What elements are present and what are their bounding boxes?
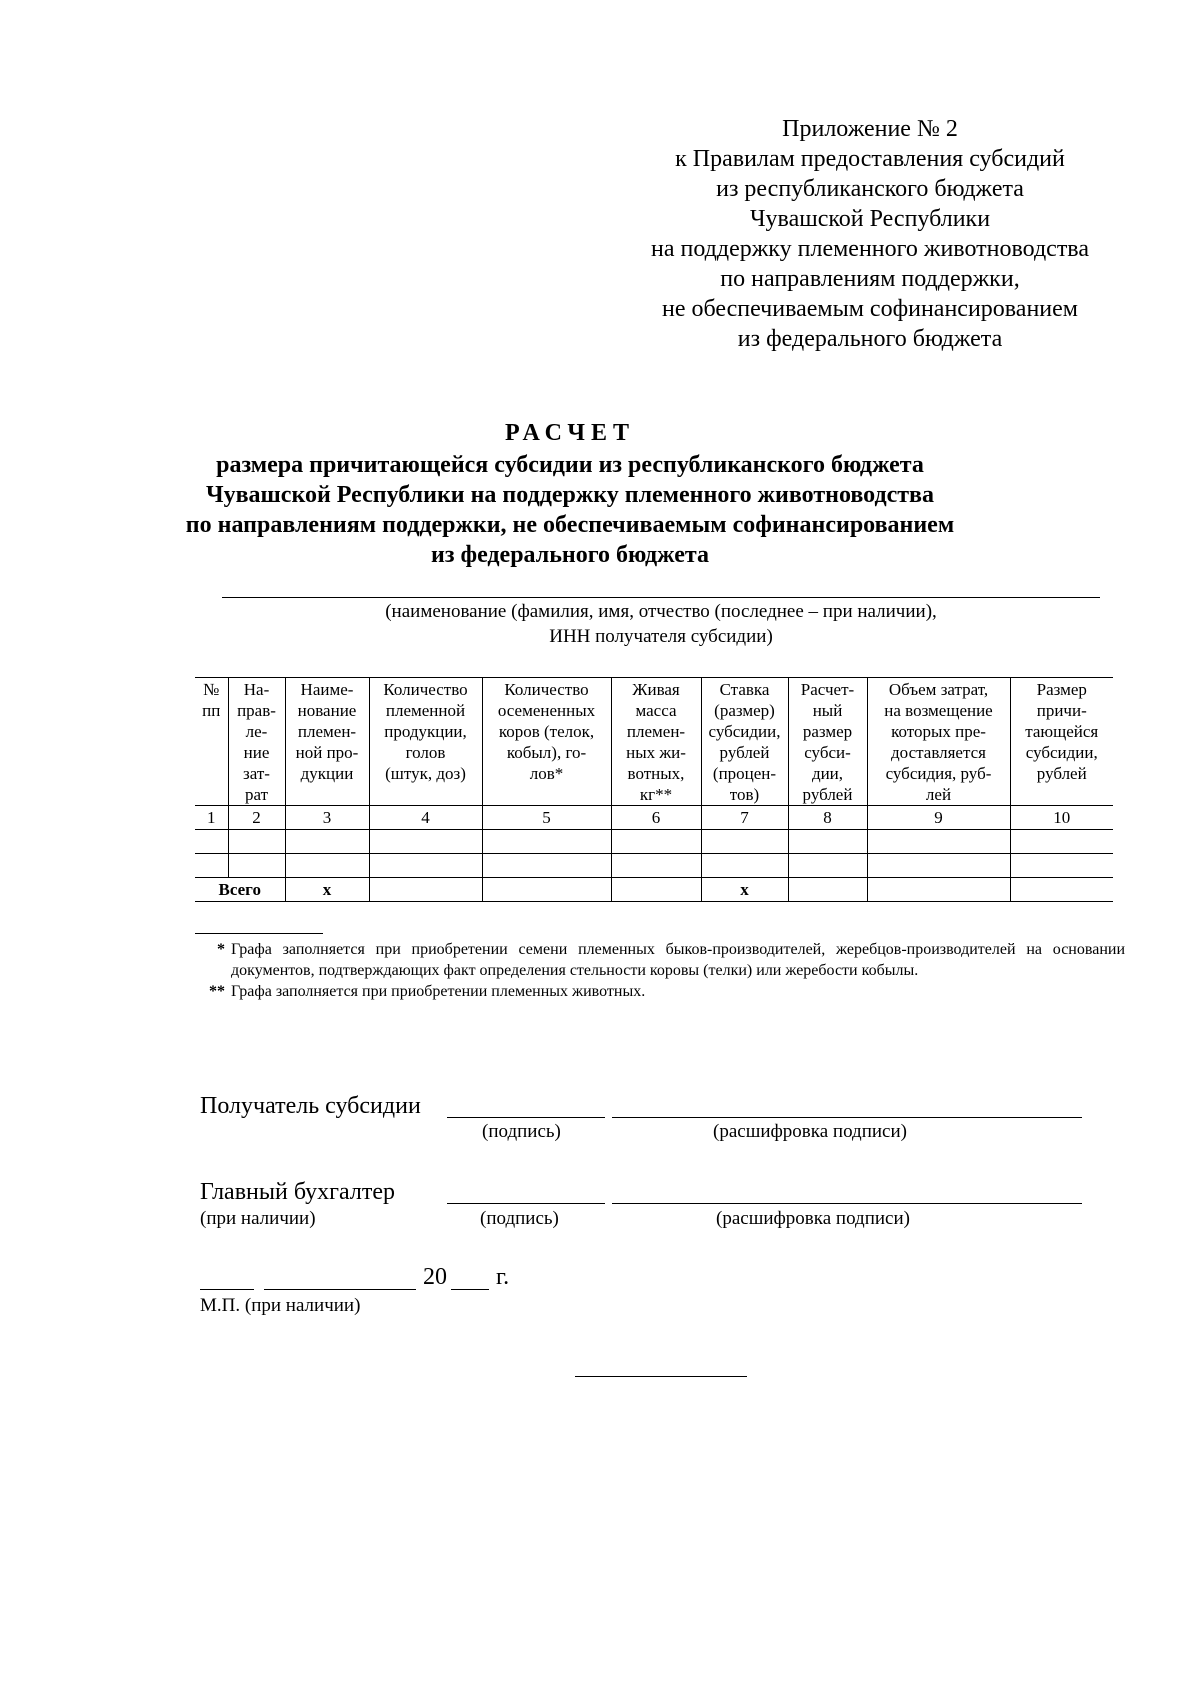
header-text: ние bbox=[243, 743, 270, 762]
accountant-signature-line[interactable] bbox=[447, 1203, 605, 1204]
closing-divider bbox=[575, 1376, 747, 1377]
recipient-signature-label: Получатель субсидии bbox=[200, 1093, 421, 1119]
table-header-row bbox=[195, 678, 1113, 806]
table-cell[interactable] bbox=[1010, 878, 1113, 902]
header-text: лей bbox=[925, 785, 952, 804]
header-text: доставляется bbox=[891, 743, 986, 762]
recipient-decode-caption: (расшифровка подписи) bbox=[713, 1121, 907, 1142]
table-cell[interactable] bbox=[611, 854, 701, 878]
recipient-caption-line: ИНН получателя субсидии) bbox=[549, 626, 773, 647]
header-text: племенной bbox=[385, 701, 466, 720]
calculation-table-wrap bbox=[195, 677, 1113, 902]
header-text: Наиме- bbox=[300, 680, 354, 699]
header-text: размер bbox=[802, 722, 853, 741]
table-cell[interactable] bbox=[482, 830, 611, 854]
table-cell[interactable] bbox=[195, 830, 228, 854]
accountant-signature-label: Главный бухгалтер bbox=[200, 1179, 395, 1205]
header-text: нование bbox=[297, 701, 357, 720]
appendix-line: из федерального бюджета bbox=[737, 326, 1003, 352]
header-text: Размер bbox=[1036, 680, 1087, 699]
header-text: причи- bbox=[1036, 701, 1087, 720]
table-cell[interactable] bbox=[611, 878, 701, 902]
appendix-line: на поддержку племенного животноводства bbox=[651, 236, 1089, 262]
header-text: ной про- bbox=[295, 743, 359, 762]
accountant-decode-line[interactable] bbox=[612, 1203, 1082, 1204]
footnotes bbox=[195, 939, 1125, 1002]
appendix-line: Чувашской Республики bbox=[749, 206, 991, 232]
header-text: осемененных bbox=[497, 701, 596, 720]
date-suffix: г. bbox=[496, 1264, 510, 1290]
header-text: на возмещение bbox=[884, 701, 993, 720]
column-number: 10 bbox=[1010, 806, 1113, 830]
recipient-sign-caption: (подпись) bbox=[482, 1121, 561, 1142]
header-text: племен- bbox=[626, 722, 686, 741]
footnote bbox=[195, 939, 1125, 981]
header-text: субсидия, руб- bbox=[885, 764, 992, 783]
table-cell[interactable] bbox=[867, 830, 1010, 854]
header-text: рублей bbox=[1036, 764, 1087, 783]
header-text: Количество bbox=[504, 680, 589, 699]
header-text: Расчет- bbox=[800, 680, 855, 699]
header-text: тов) bbox=[729, 785, 760, 804]
header-text: Ставка bbox=[719, 680, 770, 699]
table-cell[interactable] bbox=[701, 854, 788, 878]
header-cell-num bbox=[195, 678, 228, 806]
table-cell[interactable] bbox=[788, 854, 867, 878]
appendix-line: Приложение № 2 bbox=[782, 116, 958, 142]
table-cell[interactable] bbox=[195, 854, 228, 878]
header-text: ле- bbox=[245, 722, 268, 741]
header-cell-calculated bbox=[788, 678, 867, 806]
footnote-mark: ** bbox=[209, 983, 225, 1000]
header-text: коров (телок, bbox=[498, 722, 595, 741]
date-year-line[interactable] bbox=[451, 1289, 489, 1290]
recipient-signature-line[interactable] bbox=[447, 1117, 605, 1118]
appendix-line: не обеспечиваемым софинансированием bbox=[661, 296, 1078, 322]
stamp-caption: М.П. (при наличии) bbox=[200, 1295, 361, 1316]
header-text: (размер) bbox=[714, 701, 775, 720]
header-text: (процен- bbox=[712, 764, 777, 783]
table-cell[interactable] bbox=[228, 854, 285, 878]
appendix-line: к Правилам предоставления субсидий bbox=[675, 146, 1065, 172]
accountant-sign-caption: (подпись) bbox=[480, 1208, 559, 1229]
header-text: вотных, bbox=[627, 764, 685, 783]
header-cell-rate bbox=[701, 678, 788, 806]
header-text: рат bbox=[244, 785, 269, 804]
total-x-mark: х bbox=[285, 878, 369, 902]
table-cell[interactable] bbox=[285, 854, 369, 878]
table-row bbox=[195, 854, 1113, 878]
header-cell-costs bbox=[867, 678, 1010, 806]
header-text: кобыл), го- bbox=[506, 743, 587, 762]
appendix-line: из республиканского бюджета bbox=[716, 176, 1024, 202]
date-day-line[interactable] bbox=[200, 1289, 254, 1290]
header-text: тающейся bbox=[1025, 722, 1099, 741]
header-text: рублей bbox=[802, 785, 853, 804]
header-cell-inseminated bbox=[482, 678, 611, 806]
column-number: 5 bbox=[482, 806, 611, 830]
header-text: лов* bbox=[529, 764, 564, 783]
recipient-decode-line[interactable] bbox=[612, 1117, 1082, 1118]
recipient-caption-line: (наименование (фамилия, имя, отчество (последнее – при наличии), bbox=[385, 601, 937, 622]
accountant-note: (при наличии) bbox=[200, 1208, 316, 1229]
appendix-line: по направлениям поддержки, bbox=[720, 266, 1020, 292]
header-text: дии, bbox=[811, 764, 844, 783]
header-text: масса bbox=[635, 701, 677, 720]
table-cell[interactable] bbox=[788, 878, 867, 902]
table-cell[interactable] bbox=[285, 830, 369, 854]
header-text: На- bbox=[243, 680, 270, 699]
title-line: Чувашской Республики на поддержку племенного животноводства bbox=[205, 482, 935, 508]
header-text: (штук, доз) bbox=[385, 764, 466, 783]
table-cell[interactable] bbox=[867, 878, 1010, 902]
total-row bbox=[195, 878, 1113, 902]
title-main: РАСЧЕТ bbox=[504, 420, 636, 446]
header-text: голов bbox=[405, 743, 446, 762]
table-cell[interactable] bbox=[482, 854, 611, 878]
column-number: 6 bbox=[611, 806, 701, 830]
column-number: 8 bbox=[788, 806, 867, 830]
header-cell-product-qty bbox=[369, 678, 482, 806]
header-cell-product-name bbox=[285, 678, 369, 806]
title-line: размера причитающейся субсидии из республиканского бюджета bbox=[216, 452, 924, 478]
total-x-mark: х bbox=[701, 878, 788, 902]
table-cell[interactable] bbox=[867, 854, 1010, 878]
header-text: субсидии, bbox=[1025, 743, 1098, 762]
recipient-caption bbox=[222, 599, 1100, 649]
table-cell[interactable] bbox=[1010, 854, 1113, 878]
date-year-prefix: 20 bbox=[423, 1264, 447, 1290]
table-row bbox=[195, 830, 1113, 854]
column-number: 9 bbox=[867, 806, 1010, 830]
table-cell[interactable] bbox=[369, 878, 482, 902]
header-text: ный bbox=[812, 701, 843, 720]
header-text: пп bbox=[202, 701, 221, 720]
header-text: прав- bbox=[237, 701, 276, 720]
header-text: продукции, bbox=[384, 722, 467, 741]
table-cell[interactable] bbox=[788, 830, 867, 854]
appendix-reference bbox=[625, 114, 1115, 354]
title-line: из федерального бюджета bbox=[431, 542, 709, 568]
table-cell[interactable] bbox=[482, 878, 611, 902]
column-number: 2 bbox=[228, 806, 285, 830]
header-cell-direction bbox=[228, 678, 285, 806]
header-text: которых пре- bbox=[891, 722, 986, 741]
header-text: Объем затрат, bbox=[888, 680, 989, 699]
header-text: Количество bbox=[383, 680, 468, 699]
total-label: Всего bbox=[195, 878, 285, 902]
header-text: рублей bbox=[719, 743, 770, 762]
header-cell-subsidy-amount bbox=[1010, 678, 1113, 806]
date-month-line[interactable] bbox=[264, 1289, 416, 1290]
recipient-name-line[interactable] bbox=[222, 597, 1100, 598]
table-cell[interactable] bbox=[369, 830, 482, 854]
document-title bbox=[150, 418, 990, 570]
footnote-text: Графа заполняется при приобретении семени племенных быков-производителей, жеребцов-производителей на основании документов, подтверждающих факт определения стельности коровы (телки) или жеребости кобылы. bbox=[231, 941, 1125, 979]
header-text: Живая bbox=[632, 680, 680, 699]
footnote-text: Графа заполняется при приобретении племенных животных. bbox=[231, 983, 646, 1000]
calculation-table bbox=[195, 677, 1113, 902]
column-number: 7 bbox=[701, 806, 788, 830]
column-number: 3 bbox=[285, 806, 369, 830]
column-number: 1 bbox=[195, 806, 228, 830]
accountant-decode-caption: (расшифровка подписи) bbox=[716, 1208, 910, 1229]
header-text: дукции bbox=[300, 764, 354, 783]
table-cell[interactable] bbox=[228, 830, 285, 854]
footnote bbox=[195, 981, 1125, 1002]
header-text: кг** bbox=[639, 785, 673, 804]
header-text: зат- bbox=[243, 764, 270, 783]
column-number-row bbox=[195, 806, 1113, 830]
header-text: племен- bbox=[297, 722, 357, 741]
header-text: субсидии, bbox=[708, 722, 781, 741]
header-text: № bbox=[203, 680, 220, 699]
header-cell-live-weight bbox=[611, 678, 701, 806]
table-cell[interactable] bbox=[701, 830, 788, 854]
table-cell[interactable] bbox=[1010, 830, 1113, 854]
footnote-mark: * bbox=[217, 941, 225, 958]
table-cell[interactable] bbox=[611, 830, 701, 854]
header-text: ных жи- bbox=[626, 743, 686, 762]
column-number: 4 bbox=[369, 806, 482, 830]
title-line: по направлениям поддержки, не обеспечиваемым софинансированием bbox=[185, 512, 955, 538]
footnote-separator bbox=[195, 933, 323, 934]
header-text: субси- bbox=[804, 743, 851, 762]
table-cell[interactable] bbox=[369, 854, 482, 878]
